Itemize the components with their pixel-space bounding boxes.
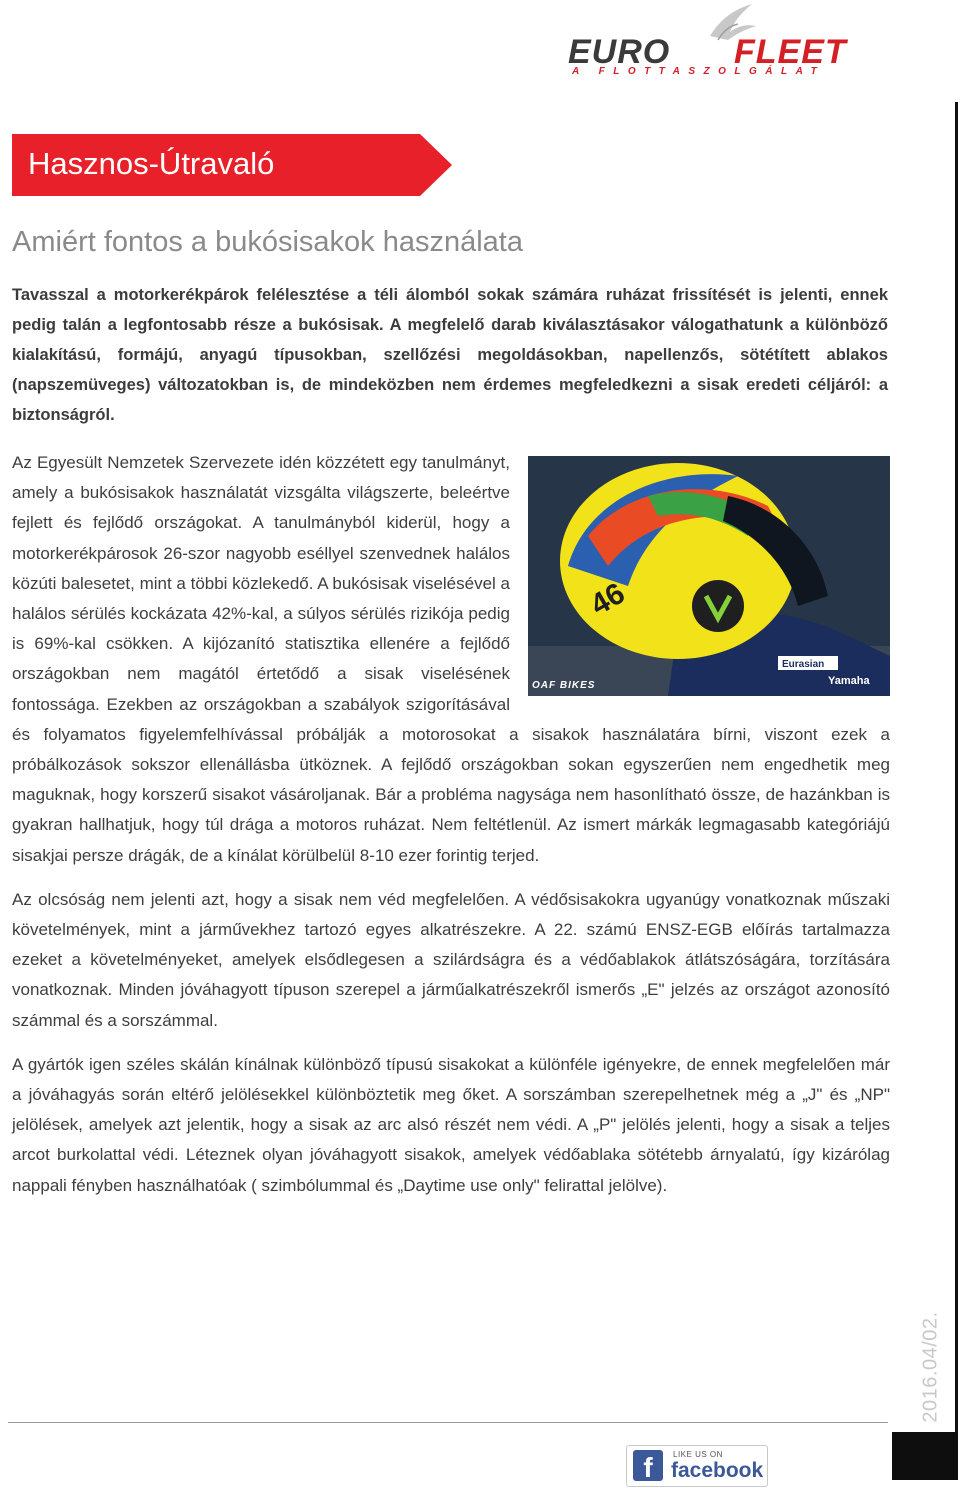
right-margin-rule: [955, 102, 958, 1432]
article-lead: Tavasszal a motorkerékpárok felélesztése a téli álomból sokak számára ruházat frissítését is jelenti, ennek pedig talán a legfontosabb része a bukósisak. A megfelelő darab kiválasztásakor válogathatunk a különböző kialakítású, formájú, anyagú típusokban, szellőzési megoldásokban, napellenzős, sötétített ablakos (napszemüveges) változatokban is, de mindeközben nem érdemes megfeledkezni a sisak eredeti céljáról: a biztonságról.: [12, 286, 888, 424]
footer-rule: [8, 1422, 888, 1423]
document-date-text: 2016.04/02.: [919, 1311, 942, 1423]
brand-logo: [560, 0, 900, 82]
section-banner: [12, 134, 452, 196]
logo-tagline: A FLOTTASZOLGÁLAT: [572, 66, 826, 77]
logo-word-euro: EURO: [568, 33, 671, 71]
paragraph-2: Az olcsóság nem jelenti azt, hogy a sisak nem véd megfelelően. A védősisakokra ugyanúgy vonatkoznak műszaki követelmények, mint a járművekhez tartozó egyes alkatrészekre. A 22. számú ENSZ-EGB előírás tartalmazza ezeket a követelményeket, amelyek elsődlegesen a szilárdságra és a védőablakok átlátszóságára, torzítására vonatkoznak. Minden jóváhagyott típuson szerepel a járműalkatrészekről ismerős „E" jelzés az országot azonosító számmal és a sorszámmal.: [12, 889, 890, 1030]
corner-block: [892, 1432, 958, 1480]
document-date: [910, 1312, 952, 1422]
helmet-illustration: [528, 456, 890, 696]
suit-brand-label: Yamaha: [828, 675, 870, 687]
helmet-number: 46: [585, 576, 631, 623]
logo-word-fleet: FLEET: [734, 33, 847, 71]
photo-signature: OAF BIKES: [532, 680, 596, 691]
helmet-photo: [528, 456, 890, 696]
facebook-like-button[interactable]: [626, 1445, 768, 1487]
banner-title: Hasznos-Útravaló: [28, 146, 275, 181]
paragraph-3: A gyártók igen széles skálán kínálnak különböző típusú sisakokat a különféle igényekre, de ennek megfelelően már a jóváhagyás során eltérő jelölésekkel különböztetik meg őket. A sorszámban szerepelhetnek még a „J" és „NP" jelölések, amelyek azt jelentik, hogy a sisak az arc alsó részét nem védi. A „P" jelölés jelenti, hogy a sisak a teljes arcot burkolattal védi. Léteznek olyan jóváhagyott sisakok, amelyek védőablaka sötétebb árnyalatú, így kizárólag nappali fényben használhatóak ( szimbólummal és „Daytime use only" felirattal jelölve).: [12, 1054, 890, 1195]
article-title: Amiért fontos a bukósisakok használata: [12, 226, 523, 258]
article-body: [12, 448, 890, 1215]
facebook-icon: f: [633, 1450, 663, 1481]
facebook-wordmark: facebook: [671, 1459, 764, 1482]
facebook-like-text: LIKE US ON: [673, 1450, 723, 1459]
paragraph-1: Az Egyesült Nemzetek Szervezete idén közzétett egy tanulmányt, amely a bukósisakok használatát vizsgálta világszerte, beleértve fejlett és fejlődő országokat. A tanulmányból kiderül, hogy a motorkerékpárosok 26-szor nagyobb eséllyel szenvednek halálos közúti balesetet, mint a többi közlekedő. A bukósisak viselésével a halálos sérülés kockázata 42%-kal, a súlyos sérülés rizikója pedig is 69%-kal csökken. A kijózanító statisztika ellenére a fejlődő országokban nem magától értetődő a sisak viselésének fontossága. Ezekben az országokban a szabályok szigorításával és folyamatos figyelemfelhívással próbálják a motorosokat a sisakok használatára bírni, viszont ezek a próbálkozások sokszor ellenállásba ütköznek. A fejlődő országokban sokan egyszerűen nem engedhetik meg maguknak, hogy korszerű sisakot vásároljanak. Bár a probléma nagysága nem hasonlítható össze, de hazánkban is gyakran hallhatjuk, hogy túl drága a motoros ruházat. Nem feltétlenül. Az ismert márkák legmagasabb kategóriájú sisakjai persze drágák, de a kínálat körülbelül 8-10 ezer forintig terjed.: [12, 453, 890, 865]
suit-sponsor-label: Eurasian: [782, 659, 825, 670]
